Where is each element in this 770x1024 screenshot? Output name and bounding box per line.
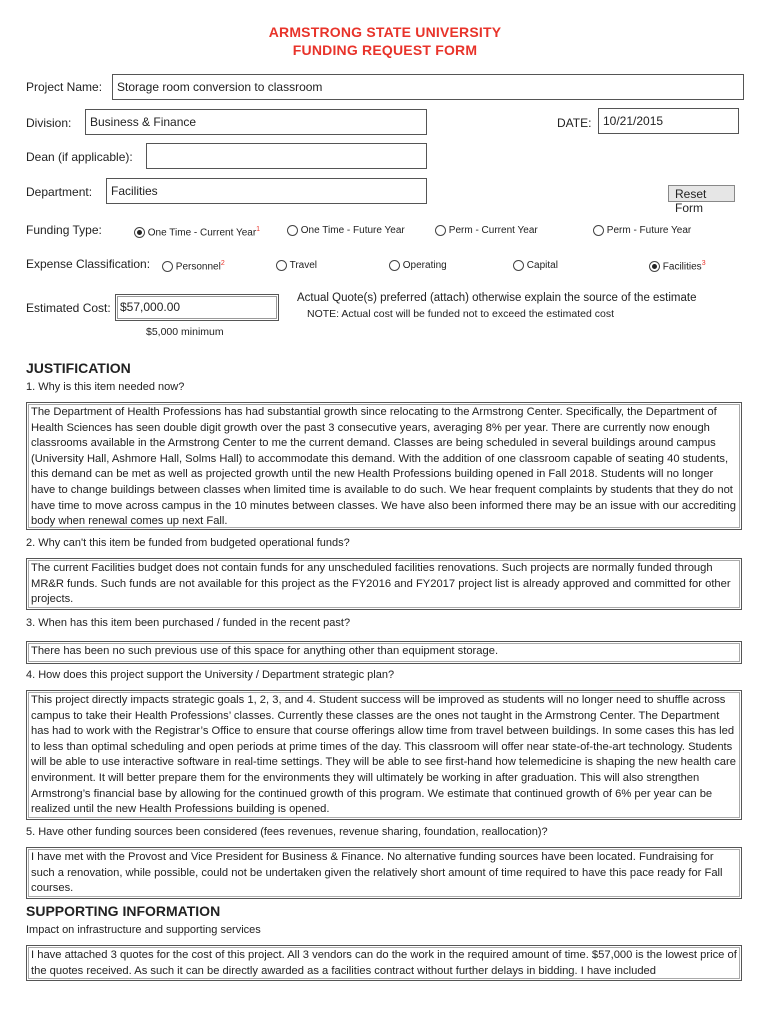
expense-option-operating[interactable] bbox=[389, 260, 447, 271]
option-footnote: 3 bbox=[701, 260, 706, 267]
radio-icon bbox=[276, 260, 287, 271]
expense-option-capital[interactable] bbox=[513, 260, 558, 271]
department-field[interactable]: Facilities bbox=[106, 178, 427, 204]
supporting-info-heading: SUPPORTING INFORMATION bbox=[26, 903, 221, 919]
supporting-answer-field[interactable]: I have attached 3 quotes for the cost of this project. All 3 vendors can do the work in the required amount of time. $57,000 is the lowest price of the quotes received. As such it can be directly awarded as a facilities contract without further delays in bidding. I have included bbox=[26, 945, 742, 981]
option-label: Capital bbox=[526, 260, 558, 272]
expense-option-personnel[interactable] bbox=[162, 260, 225, 272]
radio-icon bbox=[134, 227, 145, 238]
university-name: ARMSTRONG STATE UNIVERSITY bbox=[268, 24, 502, 40]
option-label: Travel bbox=[289, 260, 318, 272]
option-label: Personnel bbox=[175, 261, 221, 273]
option-label: Perm - Future Year bbox=[606, 225, 692, 237]
funding-option-perm-current[interactable] bbox=[435, 225, 538, 236]
radio-icon bbox=[649, 261, 660, 272]
option-label: Facilities bbox=[662, 261, 702, 273]
department-label: Department: bbox=[26, 185, 93, 199]
question-2: 2. Why can't this item be funded from budgeted operational funds? bbox=[26, 537, 350, 549]
division-field[interactable]: Business & Finance bbox=[85, 109, 427, 135]
radio-icon bbox=[389, 260, 400, 271]
answer-5-field[interactable]: I have met with the Provost and Vice President for Business & Finance. No alternative funding sources have been located. Fundraising for such a renovation, while possible, could not be undertaken given the relatively short amount of time required to have this pace ready for Fall courses. bbox=[26, 847, 742, 899]
option-footnote: 2 bbox=[220, 260, 225, 267]
cost-note: NOTE: Actual cost will be funded not to exceed the estimated cost bbox=[307, 308, 614, 320]
expense-option-facilities[interactable] bbox=[649, 260, 706, 272]
justification-heading: JUSTIFICATION bbox=[26, 360, 131, 376]
project-name-label: Project Name: bbox=[26, 80, 103, 94]
supporting-question: Impact on infrastructure and supporting services bbox=[26, 924, 261, 936]
answer-2-field[interactable]: The current Facilities budget does not contain funds for any unscheduled facilities renovations. Such projects are normally funded through MR&R funds. Such funds are not available for this project as the FY2016 and FY2017 project list is already approved and committed for other projects. bbox=[26, 558, 742, 610]
project-name-field[interactable]: Storage room conversion to classroom bbox=[112, 74, 744, 100]
option-label: Perm - Current Year bbox=[448, 225, 538, 237]
question-4: 4. How does this project support the University / Department strategic plan? bbox=[26, 669, 395, 681]
reset-form-button[interactable]: Reset Form bbox=[668, 185, 735, 202]
cost-minimum-note: $5,000 minimum bbox=[146, 326, 224, 338]
funding-option-one-time-current[interactable] bbox=[134, 226, 260, 238]
dean-label: Dean (if applicable): bbox=[26, 150, 133, 164]
answer-4-field[interactable]: This project directly impacts strategic goals 1, 2, 3, and 4. Student success will be improved as students will no longer need to shuffle across campus to take their Health Professions’ classes. Currently these classes are the ones not taught in the Armstrong Center. The Department has had to work with the Registrar’s Office to ensure that course offerings allow time from travel between buildings. In some cases this has led to less than optimal scheduling and open periods at prime times of the day. This classroom will offer near state-of-the-art technology. Students will be able to use interactive software in real-time settings. They will be able to see first-hand how telemedicine is shaping the new health care environment. It will better prepare them for the environments they will ultimately be working in after graduation. This will also strengthen Armstrong’s financial base by allowing for the continued growth of this program. We estimate that continued growth of 6% per year can be realized until the new Health Professions building is opened. bbox=[26, 690, 742, 820]
option-label: One Time - Current Year bbox=[147, 227, 257, 239]
quote-instruction: Actual Quote(s) preferred (attach) otherwise explain the source of the estimate bbox=[297, 292, 697, 304]
option-label: Operating bbox=[402, 260, 447, 272]
funding-option-one-time-future[interactable] bbox=[287, 225, 405, 236]
expense-classification-label: Expense Classification: bbox=[26, 257, 151, 271]
option-label: One Time - Future Year bbox=[300, 225, 405, 237]
division-label: Division: bbox=[26, 116, 72, 130]
expense-option-travel[interactable] bbox=[276, 260, 317, 271]
radio-icon bbox=[287, 225, 298, 236]
radio-icon bbox=[162, 261, 173, 272]
option-footnote: 1 bbox=[256, 226, 261, 233]
radio-icon bbox=[435, 225, 446, 236]
date-field[interactable]: 10/21/2015 bbox=[598, 108, 739, 134]
answer-1-field[interactable]: The Department of Health Professions has had substantial growth since relocating to the Armstrong Center. Specifically, the Department of Health Sciences has seen double digit growth over the past 3 consecutive years, averaging 8% per year. There are currently now enough classrooms available in the Armstrong Center to me the current demand. Classes are being scheduled in several buildings around campus (University Hall, Ashmore Hall, Solms Hall) to accommodate this demand. With the addition of one classroom capable of seating 40 students, this demand can be met as well as projected growth until the new Health Professions building opened in Fall 2018. Students will no longer have to change buildings between classes when limited time is available to do such. We hear frequent complaints by students that they do not have time to move across campus in the 10 minutes between classes. We have also been informed there may be an issue with our accrediting body when renewal comes up next Fall. bbox=[26, 402, 742, 530]
question-1: 1. Why is this item needed now? bbox=[26, 381, 185, 393]
answer-3-field[interactable]: There has been no such previous use of this space for anything other than equipment storage. bbox=[26, 641, 742, 664]
estimated-cost-label: Estimated Cost: bbox=[26, 301, 111, 315]
dean-field[interactable] bbox=[146, 143, 427, 169]
question-3: 3. When has this item been purchased / funded in the recent past? bbox=[26, 617, 351, 629]
form-title: FUNDING REQUEST FORM bbox=[292, 42, 478, 58]
radio-icon bbox=[513, 260, 524, 271]
funding-type-label: Funding Type: bbox=[26, 223, 102, 237]
date-label: DATE: bbox=[557, 116, 592, 130]
radio-icon bbox=[593, 225, 604, 236]
funding-option-perm-future[interactable] bbox=[593, 225, 691, 236]
estimated-cost-field[interactable]: $57,000.00 bbox=[115, 294, 279, 321]
question-5: 5. Have other funding sources been considered (fees revenues, revenue sharing, foundation, reallocation)? bbox=[26, 826, 548, 838]
